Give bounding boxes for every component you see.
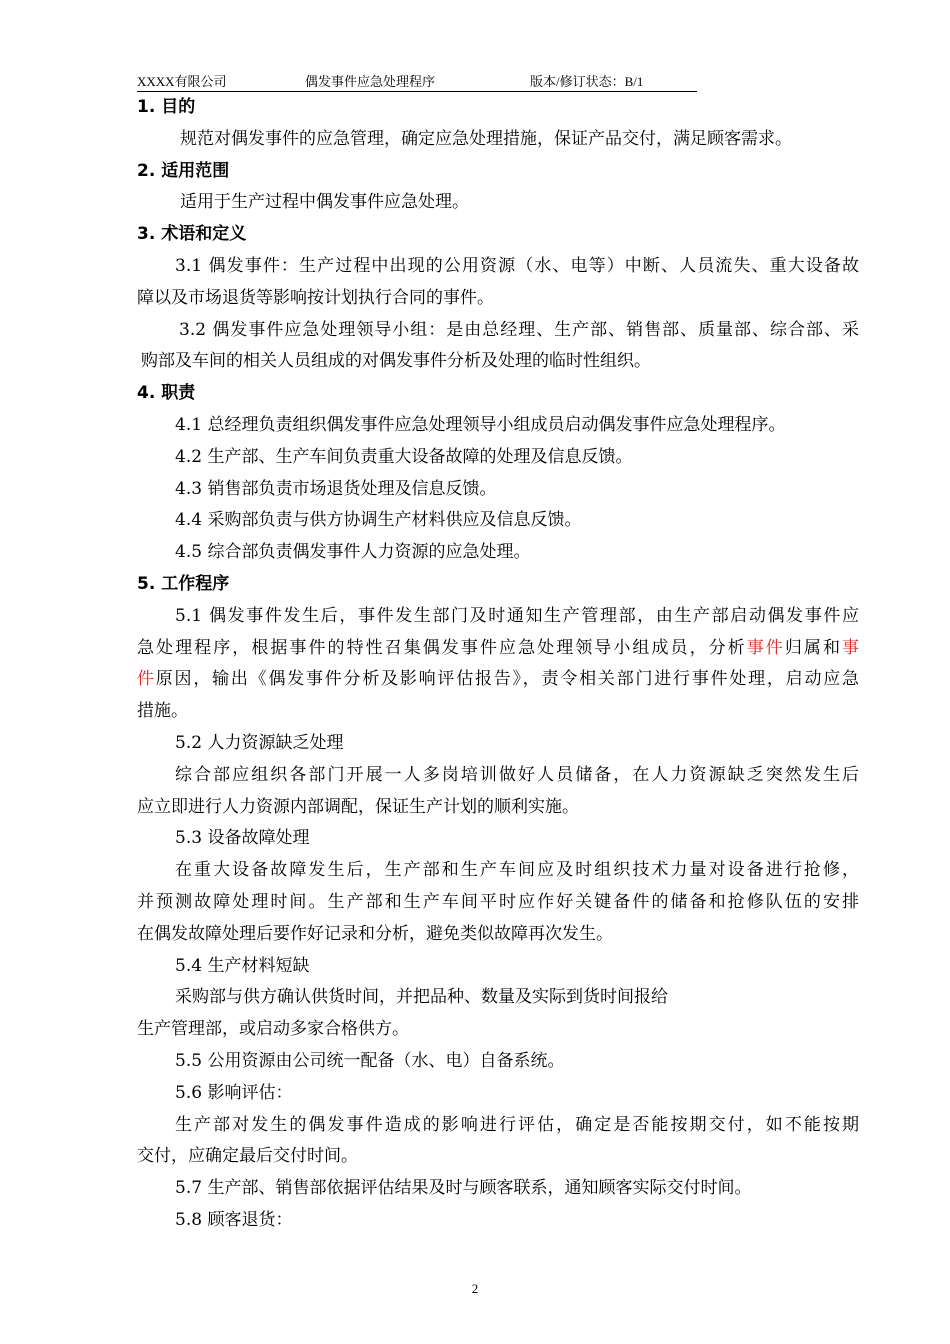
procedure-5-4-title: 5.4 生产材料短缺 bbox=[175, 955, 310, 976]
definition-3-2-line-2: 购部及车间的相关人员组成的对偶发事件分析及处理的临时性组织。 bbox=[141, 351, 651, 372]
procedure-5-6-title: 5.6 影响评估： bbox=[175, 1082, 293, 1103]
procedure-5-1-line-4: 措施。 bbox=[137, 701, 188, 722]
document-body bbox=[137, 92, 859, 1237]
procedure-5-5: 5.5 公用资源由公司统一配备（水、电）自备系统。 bbox=[175, 1050, 565, 1071]
highlighted-text: 事 bbox=[842, 637, 859, 658]
highlighted-text: 件 bbox=[137, 669, 156, 690]
procedure-5-3-line-3: 在偶发故障处理后要作好记录和分析，避免类似故障再次发生。 bbox=[137, 923, 613, 944]
procedure-5-1-text: 原因，输出《偶发事件分析及影响评估报告》，责令相关部门进行事件处理，启动应急 bbox=[155, 669, 859, 690]
header-version: 版本/修订状态：B/1 bbox=[530, 74, 644, 89]
procedure-5-1-line-2 bbox=[137, 633, 859, 665]
header-company: XXXX有限公司 bbox=[137, 74, 227, 89]
procedure-5-6-line-2: 交付，应确定最后交付时间。 bbox=[137, 1146, 358, 1167]
section-heading-scope: 2. 适用范围 bbox=[137, 160, 230, 181]
procedure-5-1-text: 急处理程序，根据事件的特性召集偶发事件应急处理领导小组成员，分析 bbox=[137, 637, 747, 658]
procedure-5-2-title: 5.2 人力资源缺乏处理 bbox=[175, 732, 344, 753]
section-heading-procedure: 5. 工作程序 bbox=[137, 573, 230, 594]
section-heading-responsibilities: 4. 职责 bbox=[137, 383, 196, 404]
responsibility-item: 4.4 采购部负责与供方协调生产材料供应及信息反馈。 bbox=[175, 510, 582, 531]
procedure-5-2-line-1: 综合部应组织各部门开展一人多岗培训做好人员储备，在人力资源缺乏突然发生后 bbox=[175, 764, 859, 785]
procedure-5-3-line-1: 在重大设备故障发生后，生产部和生产车间应及时组织技术力量对设备进行抢修， bbox=[175, 860, 859, 881]
responsibility-item: 4.1 总经理负责组织偶发事件应急处理领导小组成员启动偶发事件应急处理程序。 bbox=[175, 414, 786, 435]
responsibility-item: 4.2 生产部、生产车间负责重大设备故障的处理及信息反馈。 bbox=[175, 446, 633, 467]
procedure-5-7: 5.7 生产部、销售部依据评估结果及时与顾客联系，通知顾客实际交付时间。 bbox=[175, 1178, 752, 1199]
page-header bbox=[137, 71, 697, 92]
responsibility-item: 4.3 销售部负责市场退货处理及信息反馈。 bbox=[175, 478, 497, 499]
definition-3-2-line-1: 3.2 偶发事件应急处理领导小组：是由总经理、生产部、销售部、质量部、综合部、采 bbox=[179, 319, 859, 340]
header-document-title: 偶发事件应急处理程序 bbox=[305, 74, 436, 89]
procedure-5-2-line-2: 应立即进行人力资源内部调配，保证生产计划的顺利实施。 bbox=[137, 796, 579, 817]
responsibility-item: 4.5 综合部负责偶发事件人力资源的应急处理。 bbox=[175, 542, 531, 563]
purpose-paragraph: 规范对偶发事件的应急管理，确定应急处理措施，保证产品交付，满足顾客需求。 bbox=[180, 128, 792, 149]
procedure-5-6-line-1: 生产部对发生的偶发事件造成的影响进行评估，确定是否能按期交付，如不能按期 bbox=[175, 1114, 859, 1135]
procedure-5-3-line-2: 并预测故障处理时间。生产部和生产车间平时应作好关键备件的储备和抢修队伍的安排 bbox=[137, 891, 859, 912]
definition-3-1-line-2: 障以及市场退货等影响按计划执行合同的事件。 bbox=[137, 287, 494, 308]
page-number: 2 bbox=[471, 1281, 479, 1296]
procedure-5-1-text: 归属和 bbox=[784, 637, 843, 658]
procedure-5-4-line-1: 采购部与供方确认供货时间，并把品种、数量及实际到货时间报给 bbox=[175, 987, 668, 1008]
section-heading-purpose: 1. 目的 bbox=[137, 97, 196, 117]
procedure-5-1-line-3 bbox=[137, 664, 859, 696]
section-heading-definitions: 3. 术语和定义 bbox=[137, 224, 247, 245]
definition-3-1-line-1: 3.1 偶发事件：生产过程中出现的公用资源（水、电等）中断、人员流失、重大设备故 bbox=[175, 255, 859, 276]
procedure-5-3-title: 5.3 设备故障处理 bbox=[175, 828, 310, 849]
highlighted-text: 事件 bbox=[746, 637, 785, 658]
procedure-5-8-title: 5.8 顾客退货： bbox=[175, 1209, 293, 1230]
scope-paragraph: 适用于生产过程中偶发事件应急处理。 bbox=[180, 192, 469, 213]
procedure-5-4-line-2: 生产管理部，或启动多家合格供方。 bbox=[137, 1019, 409, 1040]
procedure-5-1-line-1: 5.1 偶发事件发生后，事件发生部门及时通知生产管理部，由生产部启动偶发事件应 bbox=[175, 605, 859, 626]
